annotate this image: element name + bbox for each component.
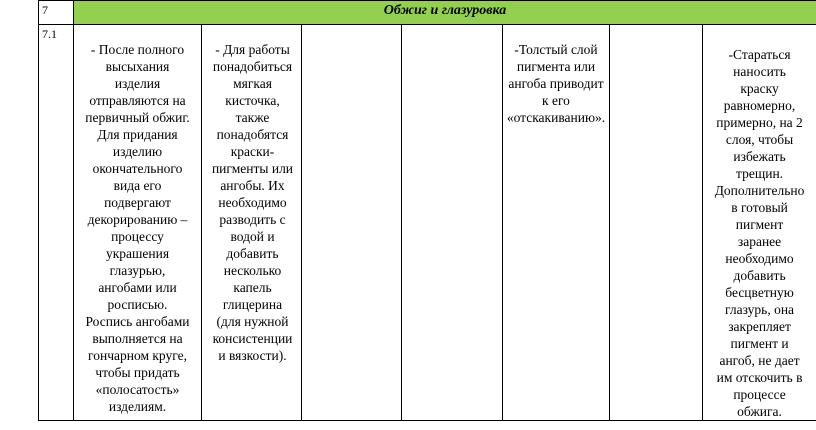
plan-table [38,0,816,421]
section-title: Обжиг и глазуровка [74,1,816,25]
row-number: 7.1 [39,25,74,421]
lesson-table [38,0,816,419]
cell-recommendations: -Стараться наносить краску равномерно, примерно, на 2 слоя, чтобы избежать трещин. Дополнительно в готовый пигмент заранее необходимо добавить бесцветную глазурь, она закрепляет пигмент и ангоб, не дает им отскочить в процессе обжига. [703,25,816,421]
cell-materials: - Для работы понадобиться мягкая кисточка, также понадобятся краски- пигменты или ангобы. Их необходимо разводить с водой и добавить несколько капель глицерина (для нужной консистенции и вязкости). [202,25,302,421]
table-row [39,25,816,421]
cell-empty-2 [402,25,503,421]
cell-mistakes: -Толстый слой пигмента или ангоба приводит к его «отскакиванию». [503,25,610,421]
section-number: 7 [39,1,74,25]
cell-empty-1 [302,25,402,421]
section-header-row [39,1,816,25]
cell-description: - После полного высыхания изделия отправляются на первичный обжиг. Для придания изделию окончательного вида его подвергают декорированию – процессу украшения глазурью, ангобами или росписью. Роспись ангобами выполняется на гончарном круге, чтобы придать «полосатость» изделиям. [74,25,202,421]
cell-empty-3 [610,25,703,421]
